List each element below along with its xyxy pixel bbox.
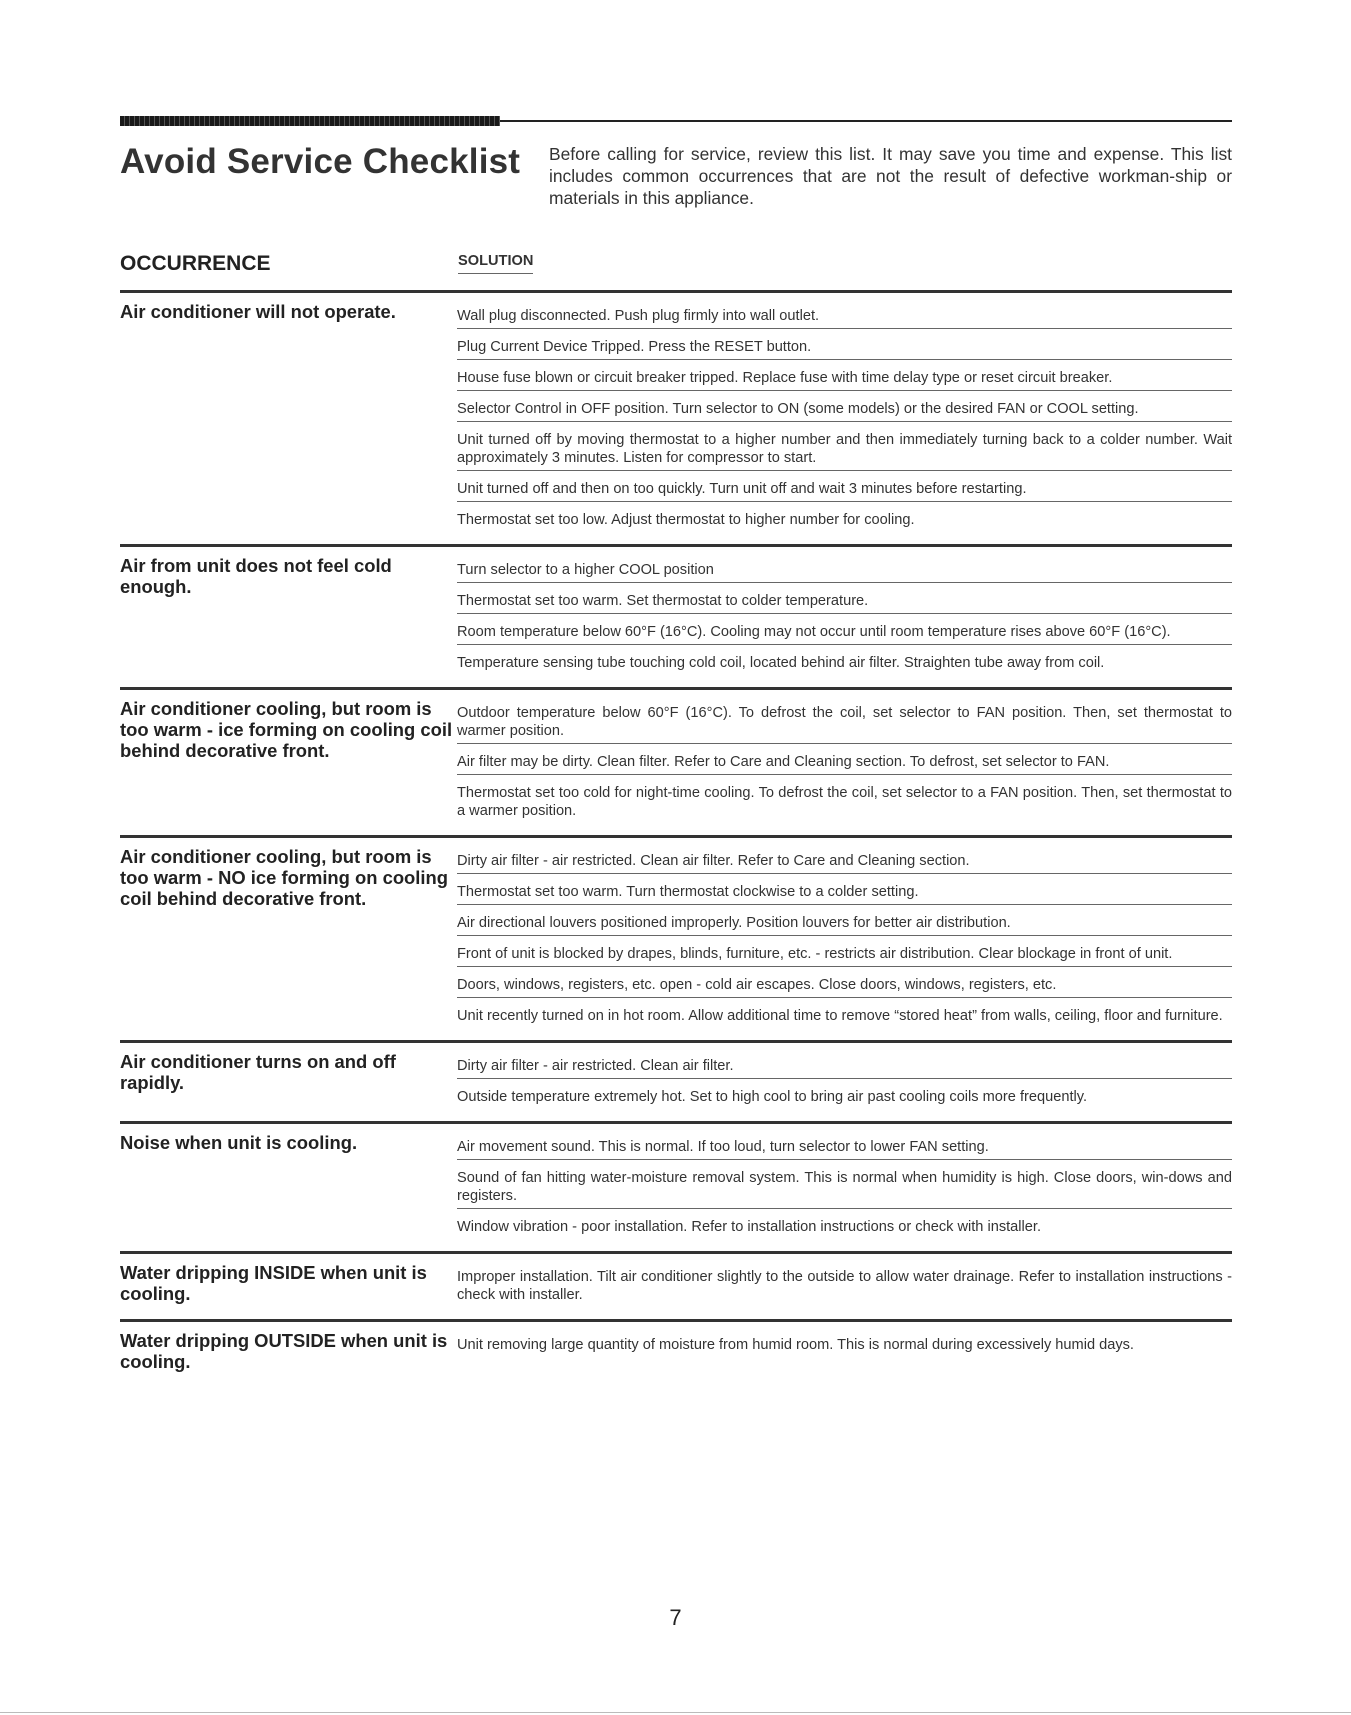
checklist-row bbox=[120, 1121, 1232, 1251]
checklist-row-content bbox=[120, 1124, 1232, 1251]
occurrence-text: Water dripping INSIDE when unit is cooling. bbox=[120, 1262, 427, 1304]
checklist-row-content bbox=[120, 1043, 1232, 1121]
solution-list bbox=[457, 547, 1232, 687]
header-rule bbox=[120, 116, 1232, 126]
solution-item: Selector Control in OFF position. Turn selector to ON (some models) or the desired FAN or COOL setting. bbox=[457, 400, 1232, 422]
solution-item: Outdoor temperature below 60°F (16°C). To defrost the coil, set selector to FAN position. Then, set thermostat to warmer position. bbox=[457, 704, 1232, 744]
solution-list bbox=[457, 293, 1232, 544]
solution-item: Unit turned off and then on too quickly. Turn unit off and wait 3 minutes before restarting. bbox=[457, 480, 1232, 502]
checklist-row bbox=[120, 687, 1232, 835]
solution-item: Air movement sound. This is normal. If too loud, turn selector to lower FAN setting. bbox=[457, 1138, 1232, 1160]
solution-item: Unit removing large quantity of moisture from humid room. This is normal during excessively humid days. bbox=[457, 1337, 1134, 1353]
solution-item: Air filter may be dirty. Clean filter. Refer to Care and Cleaning section. To defrost, set selector to FAN. bbox=[457, 753, 1232, 775]
solution-list bbox=[457, 1043, 1232, 1121]
solution-item: Dirty air filter - air restricted. Clean air filter. Refer to Care and Cleaning section. bbox=[457, 852, 1232, 874]
solution-list bbox=[457, 1322, 1232, 1372]
solution-item: Thermostat set too cold for night-time cooling. To defrost the coil, set selector to a FAN position. Then, set thermostat to a warmer position. bbox=[457, 785, 1232, 819]
solution-item: Dirty air filter - air restricted. Clean air filter. bbox=[457, 1057, 1232, 1079]
solution-item: Thermostat set too warm. Set thermostat to colder temperature. bbox=[457, 592, 1232, 614]
solution-item: Air directional louvers positioned improperly. Position louvers for better air distribution. bbox=[457, 914, 1232, 936]
solution-item: Thermostat set too warm. Turn thermostat clockwise to a colder setting. bbox=[457, 883, 1232, 905]
solution-item: Thermostat set too low. Adjust thermostat to higher number for cooling. bbox=[457, 512, 915, 528]
checklist-row-content bbox=[120, 1322, 1232, 1372]
occurrence-column-header: OCCURRENCE bbox=[120, 252, 271, 275]
solution-column-header: SOLUTION bbox=[458, 252, 533, 274]
solution-list bbox=[457, 1124, 1232, 1251]
solution-item: Unit recently turned on in hot room. Allow additional time to remove “stored heat” from walls, ceiling, floor and furniture. bbox=[457, 1008, 1223, 1024]
solution-item: Window vibration - poor installation. Refer to installation instructions or check with installer. bbox=[457, 1219, 1042, 1235]
solution-item: Turn selector to a higher COOL position bbox=[457, 561, 1232, 583]
solution-item: Doors, windows, registers, etc. open - cold air escapes. Close doors, windows, registers, etc. bbox=[457, 976, 1232, 998]
occurrence-text: Air conditioner cooling, but room is too warm - NO ice forming on cooling coil behind decorative front. bbox=[120, 846, 448, 909]
checklist-row bbox=[120, 1319, 1232, 1372]
occurrence-text: Air conditioner cooling, but room is too warm - ice forming on cooling coil behind decorative front. bbox=[120, 698, 453, 761]
intro-paragraph: Before calling for service, review this list. It may save you time and expense. This list includes common occurrences that are not the result of defective workman-ship or materials in this appliance. bbox=[549, 144, 1232, 208]
solution-item: House fuse blown or circuit breaker tripped. Replace fuse with time delay type or reset circuit breaker. bbox=[457, 369, 1232, 391]
checklist-row-content bbox=[120, 1254, 1232, 1319]
solution-item: Unit turned off by moving thermostat to a higher number and then immediately turning back to a colder number. Wait approximately 3 minutes. Listen for compressor to start. bbox=[457, 431, 1232, 471]
header-rule-thin bbox=[500, 120, 1232, 122]
page-number: 7 bbox=[669, 1605, 682, 1630]
checklist-row-content bbox=[120, 690, 1232, 835]
bottom-edge-rule bbox=[0, 1712, 1351, 1713]
occurrence-text: Noise when unit is cooling. bbox=[120, 1132, 358, 1153]
checklist-row bbox=[120, 835, 1232, 1040]
solution-list bbox=[457, 1254, 1232, 1319]
checklist-row-content bbox=[120, 547, 1232, 687]
checklist-row bbox=[120, 544, 1232, 687]
solution-item: Room temperature below 60°F (16°C). Cooling may not occur until room temperature rises above 60°F (16°C). bbox=[457, 623, 1232, 645]
solution-list bbox=[457, 838, 1232, 1040]
solution-item: Wall plug disconnected. Push plug firmly into wall outlet. bbox=[457, 307, 1232, 329]
checklist-row bbox=[120, 1251, 1232, 1319]
checklist-row bbox=[120, 290, 1232, 544]
occurrence-text: Air conditioner will not operate. bbox=[120, 301, 396, 322]
page-title: Avoid Service Checklist bbox=[120, 142, 521, 181]
checklist-row bbox=[120, 1040, 1232, 1121]
checklist-table bbox=[120, 290, 1232, 1372]
solution-item: Sound of fan hitting water-moisture removal system. This is normal when humidity is high. Close doors, win-dows and registers. bbox=[457, 1169, 1232, 1209]
occurrence-text: Water dripping OUTSIDE when unit is cooling. bbox=[120, 1330, 448, 1372]
checklist-row-content bbox=[120, 293, 1232, 544]
solution-list bbox=[457, 690, 1232, 835]
solution-item: Front of unit is blocked by drapes, blinds, furniture, etc. - restricts air distribution. Clear blockage in front of unit. bbox=[457, 945, 1232, 967]
checklist-row-content bbox=[120, 838, 1232, 1040]
solution-item: Plug Current Device Tripped. Press the RESET button. bbox=[457, 338, 1232, 360]
header-rule-thick bbox=[120, 116, 500, 126]
solution-item: Improper installation. Tilt air conditioner slightly to the outside to allow water drainage. Refer to installation instructions - check with installer. bbox=[457, 1269, 1232, 1303]
occurrence-text: Air from unit does not feel cold enough. bbox=[120, 555, 392, 597]
occurrence-text: Air conditioner turns on and off rapidly. bbox=[120, 1051, 396, 1093]
solution-item: Temperature sensing tube touching cold coil, located behind air filter. Straighten tube away from coil. bbox=[457, 655, 1105, 671]
solution-item: Outside temperature extremely hot. Set to high cool to bring air past cooling coils more frequently. bbox=[457, 1089, 1088, 1105]
